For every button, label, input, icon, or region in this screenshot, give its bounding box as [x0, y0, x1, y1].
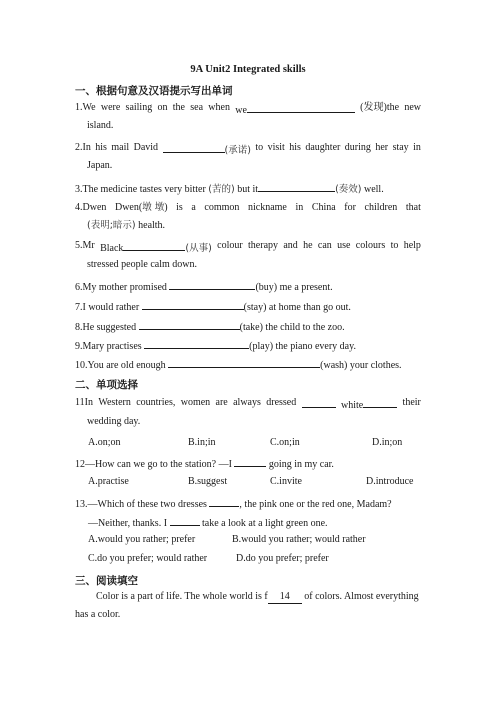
- reading-line-2: has a color.: [75, 609, 121, 620]
- question-11: 11In Western countries, women are always dressed white their: [75, 397, 421, 411]
- answer-blank-13b[interactable]: [170, 515, 200, 526]
- answer-blank-11a[interactable]: [302, 397, 336, 408]
- option-12-d[interactable]: D.introduce: [366, 476, 414, 487]
- question-2: 2.In his mail David (承诺) to visit his daughter during her stay in: [75, 142, 421, 156]
- answer-blank-3[interactable]: [258, 181, 335, 192]
- question-2-cont: Japan.: [87, 160, 113, 171]
- option-11-b[interactable]: B.in;in: [188, 437, 216, 448]
- question-1: 1.We were sailing on the sea when we (发现)the new: [75, 102, 421, 116]
- page-title: 9A Unit2 Integrated skills: [190, 64, 306, 75]
- question-7: 7.I would rather (stay) at home than go out.: [75, 299, 421, 314]
- question-6: 6.My mother promised (buy) me a present.: [75, 279, 421, 294]
- question-9: 9.Mary practises (play) the piano every day.: [75, 338, 421, 353]
- option-12-c[interactable]: C.invite: [270, 476, 302, 487]
- answer-blank-11b[interactable]: [363, 397, 397, 408]
- question-4-cont: (表明;暗示) health.: [87, 220, 166, 231]
- answer-blank-9[interactable]: [144, 338, 249, 349]
- option-13-c[interactable]: C.do you prefer; would rather: [88, 553, 208, 564]
- question-5: 5.Mr Black (从事) colour therapy and he can use colours to help: [75, 240, 421, 254]
- option-11-d[interactable]: D.in;on: [372, 437, 403, 448]
- answer-blank-8[interactable]: [139, 319, 240, 330]
- question-1-cont: island.: [87, 120, 114, 131]
- question-10: 10.You are old enough (wash) your clothes.: [75, 357, 421, 372]
- section-heading-3: 三、阅读填空: [75, 576, 138, 587]
- reading-line-1: Color is a part of life. The whole world is f 14 of colors. Almost everything: [96, 591, 419, 602]
- answer-blank-1[interactable]: [247, 102, 355, 113]
- answer-blank-5[interactable]: [123, 240, 185, 251]
- answer-blank-10[interactable]: [168, 357, 320, 368]
- answer-blank-12[interactable]: [234, 456, 266, 467]
- answer-blank-14[interactable]: 14: [268, 591, 302, 604]
- option-13-d[interactable]: D.do you prefer; prefer: [236, 553, 329, 564]
- question-5-cont: stressed people calm down.: [87, 259, 197, 270]
- section-heading-2: 二、单项选择: [75, 380, 138, 391]
- question-4: 4.Dwen Dwen(墩 墩) is a common nickname in China for children that: [75, 202, 421, 213]
- answer-blank-2[interactable]: [163, 142, 225, 153]
- question-11-cont: wedding day.: [87, 416, 141, 427]
- question-13-line2: —Neither, thanks. I take a look at a light green one.: [88, 515, 434, 530]
- answer-blank-13a[interactable]: [209, 496, 239, 507]
- question-13: 13.—Which of these two dresses , the pink one or the red one, Madam?: [75, 496, 421, 511]
- question-3: 3.The medicine tastes very bitter (苦的) but it (奏效) well.: [75, 181, 421, 196]
- option-13-b[interactable]: B.would you rather; would rather: [232, 534, 366, 545]
- answer-blank-6[interactable]: [169, 279, 255, 290]
- option-12-a[interactable]: A.practise: [88, 476, 129, 487]
- section-heading-1: 一、根据句意及汉语提示写出单词: [75, 86, 233, 97]
- option-13-a[interactable]: A.would you rather; prefer: [88, 534, 196, 545]
- question-8: 8.He suggested (take) the child to the zoo.: [75, 319, 421, 334]
- option-11-a[interactable]: A.on;on: [88, 437, 121, 448]
- answer-blank-7[interactable]: [142, 299, 244, 310]
- option-11-c[interactable]: C.on;in: [270, 437, 300, 448]
- option-12-b[interactable]: B.suggest: [188, 476, 228, 487]
- question-12: 12—How can we go to the station? —I going in my car.: [75, 456, 421, 471]
